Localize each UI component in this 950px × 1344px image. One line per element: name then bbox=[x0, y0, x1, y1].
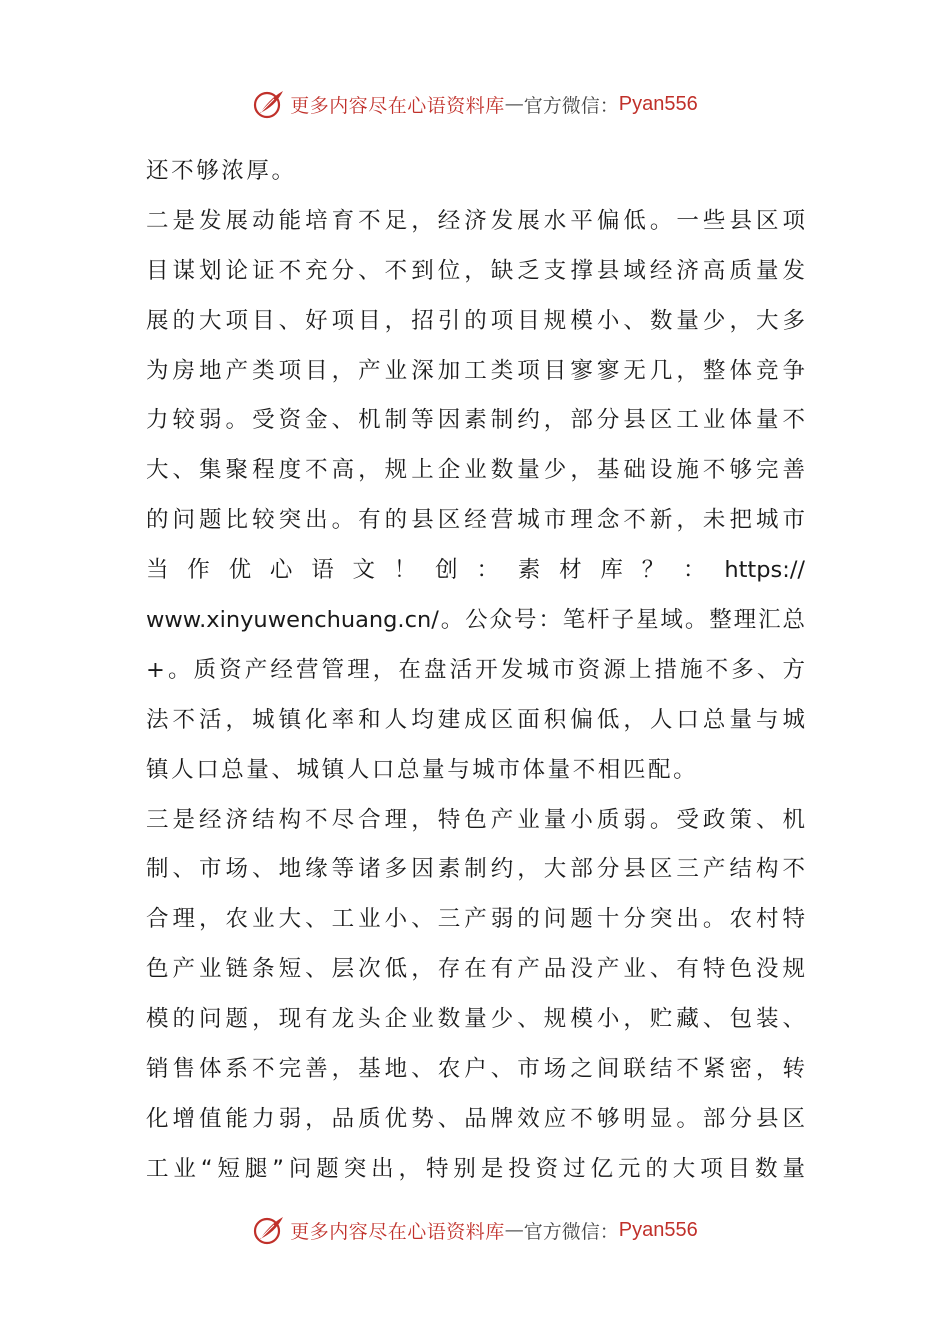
footer-watermark bbox=[0, 1210, 950, 1250]
watermark-dash: — bbox=[504, 1219, 524, 1241]
body-line: www.xinyuwenchuang.cn/。公众号：笔杆子星域。整理汇总 bbox=[146, 607, 805, 634]
watermark-red-text: 更多内容尽在心语资料库 bbox=[290, 1220, 505, 1243]
body-line: 力较弱。受资金、机制等因素制约，部分县区工业体量不 bbox=[146, 407, 805, 434]
body-line: 制、市场、地缘等诸多因素制约，大部分县区三产结构不 bbox=[146, 856, 805, 883]
body-line: 色产业链条短、层次低，存在有产品没产业、有特色没规 bbox=[146, 956, 805, 983]
body-line: 合理，农业大、工业小、三产弱的问题十分突出。农村特 bbox=[146, 906, 805, 933]
watermark-dash: — bbox=[504, 93, 524, 115]
body-line: 展的大项目、好项目，招引的项目规模小、数量少，大多 bbox=[146, 307, 805, 334]
document-body bbox=[146, 147, 805, 1195]
body-line: +。质资产经营管理，在盘活开发城市资源上措施不多、方 bbox=[146, 656, 805, 683]
body-line: 的问题比较突出。有的县区经营城市理念不新，未把城市 bbox=[146, 507, 805, 534]
watermark-wechat-id: Pyan556 bbox=[618, 1218, 698, 1241]
feather-pen-circle-icon bbox=[252, 87, 286, 121]
header-watermark bbox=[0, 84, 950, 124]
body-line: 当作优心语文！创：素材库？：https:// bbox=[146, 557, 805, 584]
body-line: 为房地产类项目，产业深加工类项目寥寥无几，整体竞争 bbox=[146, 357, 805, 384]
body-line: 化增值能力弱，品质优势、品牌效应不够明显。部分县区 bbox=[146, 1105, 805, 1132]
body-line: 模的问题，现有龙头企业数量少、规模小，贮藏、包装、 bbox=[146, 1006, 805, 1033]
watermark-wechat-id: Pyan556 bbox=[618, 92, 698, 115]
body-line: 三是经济结构不尽合理，特色产业量小质弱。受政策、机 bbox=[146, 806, 805, 833]
watermark-gray-text: 官方微信： bbox=[523, 94, 619, 117]
feather-pen-circle-icon bbox=[252, 1213, 286, 1247]
body-line: 大、集聚程度不高，规上企业数量少，基础设施不够完善 bbox=[146, 457, 805, 484]
watermark-red-text: 更多内容尽在心语资料库 bbox=[290, 94, 505, 117]
body-line: 工业“短腿”问题突出，特别是投资过亿元的大项目数量 bbox=[146, 1155, 805, 1182]
watermark-gray-text: 官方微信： bbox=[523, 1220, 619, 1243]
body-line: 法不活，城镇化率和人均建成区面积偏低，人口总量与城 bbox=[146, 706, 805, 733]
body-line: 销售体系不完善，基地、农户、市场之间联结不紧密，转 bbox=[146, 1056, 805, 1083]
body-line: 镇人口总量、城镇人口总量与城市体量不相匹配。 bbox=[146, 756, 699, 783]
body-line: 目谋划论证不充分、不到位，缺乏支撑县域经济高质量发 bbox=[146, 257, 805, 284]
body-line: 还不够浓厚。 bbox=[146, 158, 297, 184]
body-line: 二是发展动能培育不足，经济发展水平偏低。一些县区项 bbox=[146, 207, 805, 234]
